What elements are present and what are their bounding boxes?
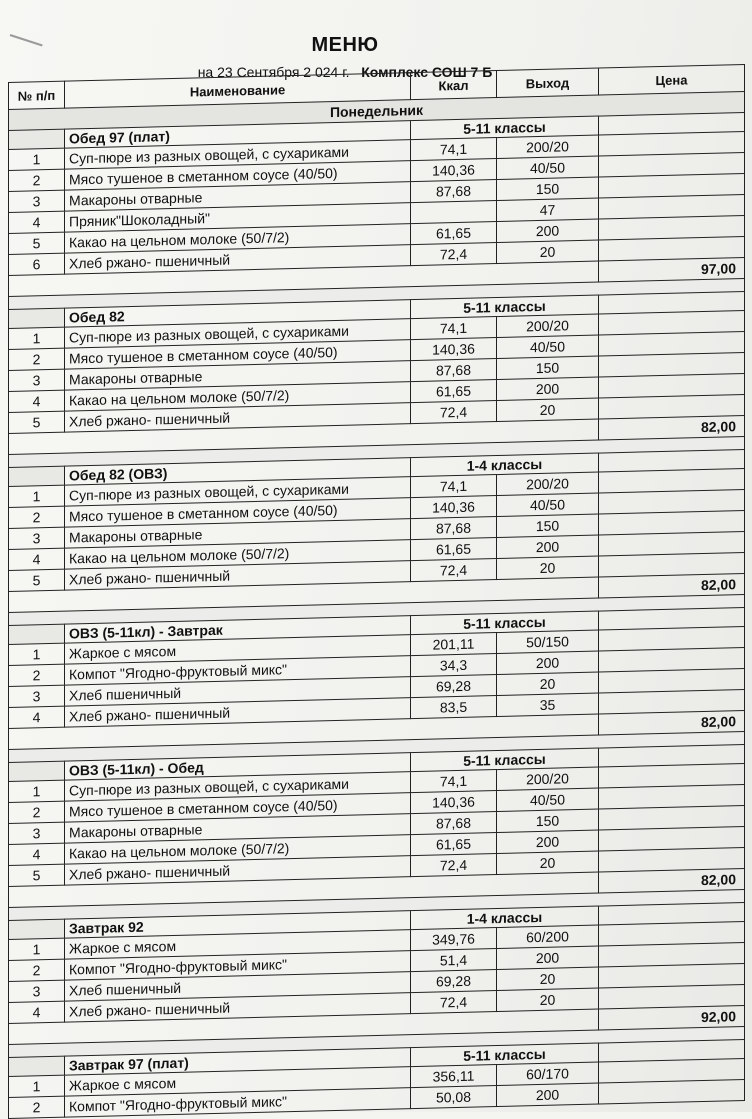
item-name: Компот "Ягодно-фруктовый микс" <box>65 951 411 980</box>
item-number: 4 <box>9 548 65 570</box>
item-kcal: 69,28 <box>411 970 497 993</box>
item-name: Жаркое с мясом <box>65 635 411 664</box>
item-name: Суп-пюре из разных овощей, с сухариками <box>65 772 411 801</box>
item-name: Макароны отварные <box>65 519 411 548</box>
col-header-num: № п/п <box>9 81 65 109</box>
menu-complex: Комплекс СОШ 7 Б <box>361 64 493 80</box>
item-name: Хлеб ржано- пшеничный <box>65 403 411 432</box>
item-number: 1 <box>9 780 65 802</box>
item-output: 20 <box>497 988 599 1011</box>
item-number: 4 <box>9 706 65 728</box>
page-title: МЕНЮ <box>311 34 379 56</box>
group-classes: 1-4 классы <box>411 453 599 477</box>
item-name: Какао на цельном молоке (50/7/2) <box>65 835 411 864</box>
col-header-output: Выход <box>497 68 599 97</box>
group-name: Завтрак 97 (плат) <box>65 1048 411 1075</box>
group-price: 92,00 <box>599 1006 745 1031</box>
group-price: 97,00 <box>599 258 745 283</box>
item-output: 200 <box>497 651 599 674</box>
item-kcal: 140,36 <box>411 338 497 361</box>
item-number: 1 <box>9 643 65 665</box>
item-kcal: 69,28 <box>411 675 497 698</box>
group-price: 82,00 <box>599 416 745 441</box>
item-number: 1 <box>9 148 65 170</box>
item-name: Макароны отварные <box>65 814 411 843</box>
col-header-price: Цена <box>599 65 745 96</box>
item-output: 200/20 <box>497 314 599 337</box>
item-output: 50/150 <box>497 630 599 653</box>
item-number: 4 <box>9 390 65 412</box>
item-name: Хлеб ржано- пшеничный <box>65 698 411 727</box>
item-name: Жаркое с мясом <box>65 1067 411 1096</box>
item-number: 2 <box>9 348 65 370</box>
group-classes: 1-4 классы <box>411 906 599 930</box>
item-kcal: 74,1 <box>411 770 497 793</box>
item-output: 47 <box>497 198 599 221</box>
item-kcal: 61,65 <box>411 380 497 403</box>
group-name: ОВЗ (5-11кл) - Завтрак <box>65 616 411 643</box>
item-name: Хлеб пшеничный <box>65 972 411 1001</box>
item-kcal: 50,08 <box>411 1086 497 1109</box>
item-name: Мясо тушеное в сметанном соусе (40/50) <box>65 161 411 190</box>
item-kcal: 140,36 <box>411 791 497 814</box>
item-output: 200 <box>497 377 599 400</box>
item-output: 40/50 <box>497 335 599 358</box>
item-output: 20 <box>497 851 599 874</box>
group-classes: 5-11 классы <box>411 611 599 635</box>
item-name: Компот "Ягодно-фруктовый микс" <box>65 1088 411 1117</box>
item-name: Мясо тушеное в сметанном соусе (40/50) <box>65 498 411 527</box>
item-output: 35 <box>497 693 599 716</box>
item-number: 2 <box>9 506 65 528</box>
item-number: 5 <box>9 232 65 254</box>
item-kcal <box>411 201 497 224</box>
item-number: 3 <box>9 822 65 844</box>
day-label: Понедельник <box>9 92 745 131</box>
item-kcal: 34,3 <box>411 654 497 677</box>
item-kcal: 72,4 <box>411 401 497 424</box>
item-number: 2 <box>9 169 65 191</box>
item-name: Макароны отварные <box>65 182 411 211</box>
group-name: ОВЗ (5-11кл) - Обед <box>65 753 411 780</box>
item-name: Хлеб ржано- пшеничный <box>65 856 411 885</box>
item-number: 5 <box>9 864 65 886</box>
item-output: 150 <box>497 356 599 379</box>
group-num-cell <box>9 1056 65 1076</box>
item-kcal: 72,4 <box>411 243 497 266</box>
item-name: Хлеб пшеничный <box>65 677 411 706</box>
item-name: Хлеб ржано- пшеничный <box>65 561 411 590</box>
item-name: Суп-пюре из разных овощей, с сухариками <box>65 140 411 169</box>
group-name: Завтрак 92 <box>65 911 411 938</box>
item-number: 2 <box>9 1096 65 1118</box>
item-number: 3 <box>9 190 65 212</box>
item-output: 200/20 <box>497 767 599 790</box>
item-name: Макароны отварные <box>65 361 411 390</box>
group-num-cell <box>9 624 65 644</box>
group-num-cell <box>9 129 65 149</box>
item-number: 4 <box>9 211 65 233</box>
item-name: Суп-пюре из разных овощей, с сухариками <box>65 319 411 348</box>
item-number: 4 <box>9 1001 65 1023</box>
item-kcal: 61,65 <box>411 538 497 561</box>
col-header-name: Наименование <box>65 73 411 108</box>
item-number: 6 <box>9 253 65 275</box>
item-kcal: 87,68 <box>411 812 497 835</box>
group-num-cell <box>9 761 65 781</box>
item-price-cell <box>599 1080 745 1105</box>
menu-table-body <box>9 92 745 1119</box>
item-output: 20 <box>497 240 599 263</box>
item-output: 20 <box>497 398 599 421</box>
item-number: 5 <box>9 411 65 433</box>
menu-date: на 23 Сентября 2 024 г. <box>197 64 350 80</box>
item-number: 1 <box>9 485 65 507</box>
item-output: 20 <box>497 672 599 695</box>
item-name: Компот "Ягодно-фруктовый микс" <box>65 656 411 685</box>
group-name: Обед 97 (плат) <box>65 121 411 148</box>
item-output: 150 <box>497 514 599 537</box>
item-name: Какао на цельном молоке (50/7/2) <box>65 540 411 569</box>
item-number: 2 <box>9 959 65 981</box>
item-kcal: 72,4 <box>411 854 497 877</box>
group-price: 82,00 <box>599 574 745 599</box>
item-kcal: 140,36 <box>411 496 497 519</box>
item-kcal: 356,11 <box>411 1065 497 1088</box>
item-number: 5 <box>9 569 65 591</box>
item-output: 200/20 <box>497 472 599 495</box>
item-name: Мясо тушеное в сметанном соусе (40/50) <box>65 793 411 822</box>
group-num-cell <box>9 466 65 486</box>
item-name: Хлеб ржано- пшеничный <box>65 993 411 1022</box>
item-kcal: 74,1 <box>411 317 497 340</box>
item-output: 40/50 <box>497 788 599 811</box>
item-number: 3 <box>9 527 65 549</box>
group-classes: 5-11 классы <box>411 1043 599 1067</box>
group-num-cell <box>9 919 65 939</box>
item-output: 20 <box>497 967 599 990</box>
item-output: 200 <box>497 219 599 242</box>
group-num-cell <box>9 308 65 328</box>
group-name: Обед 82 <box>65 300 411 327</box>
group-classes: 5-11 классы <box>411 748 599 772</box>
item-number: 2 <box>9 801 65 823</box>
item-output: 200 <box>497 830 599 853</box>
item-output: 200 <box>497 1083 599 1106</box>
item-name: Жаркое с мясом <box>65 930 411 959</box>
item-output: 40/50 <box>497 493 599 516</box>
menu-table-wrap <box>8 64 744 1119</box>
item-kcal: 72,4 <box>411 559 497 582</box>
item-name: Какао на цельном молоке (50/7/2) <box>65 382 411 411</box>
item-output: 60/170 <box>497 1062 599 1085</box>
item-kcal: 140,36 <box>411 159 497 182</box>
item-number: 3 <box>9 980 65 1002</box>
item-kcal: 61,65 <box>411 833 497 856</box>
item-output: 20 <box>497 556 599 579</box>
item-output: 200/20 <box>497 135 599 158</box>
item-name: Суп-пюре из разных овощей, с сухариками <box>65 477 411 506</box>
item-kcal: 87,68 <box>411 517 497 540</box>
item-kcal: 83,5 <box>411 696 497 719</box>
item-number: 3 <box>9 685 65 707</box>
col-header-kcal: Ккал <box>411 71 497 100</box>
item-number: 4 <box>9 843 65 865</box>
menu-table <box>8 64 745 1119</box>
item-output: 150 <box>497 177 599 200</box>
group-price: 82,00 <box>599 869 745 894</box>
item-number: 1 <box>9 938 65 960</box>
item-kcal: 87,68 <box>411 180 497 203</box>
item-kcal: 74,1 <box>411 138 497 161</box>
item-name: Хлеб ржано- пшеничный <box>65 245 411 274</box>
item-number: 3 <box>9 369 65 391</box>
group-name: Обед 82 (ОВЗ) <box>65 458 411 485</box>
item-kcal: 61,65 <box>411 222 497 245</box>
item-output: 60/200 <box>497 925 599 948</box>
item-kcal: 72,4 <box>411 991 497 1014</box>
item-kcal: 201,11 <box>411 633 497 656</box>
item-kcal: 349,76 <box>411 928 497 951</box>
item-kcal: 74,1 <box>411 475 497 498</box>
item-output: 150 <box>497 809 599 832</box>
item-output: 40/50 <box>497 156 599 179</box>
item-name: Мясо тушеное в сметанном соусе (40/50) <box>65 340 411 369</box>
item-kcal: 87,68 <box>411 359 497 382</box>
group-price: 82,00 <box>599 711 745 736</box>
item-output: 200 <box>497 946 599 969</box>
item-number: 1 <box>9 327 65 349</box>
item-name: Какао на цельном молоке (50/7/2) <box>65 224 411 253</box>
item-output: 200 <box>497 535 599 558</box>
item-number: 2 <box>9 664 65 686</box>
item-number: 1 <box>9 1075 65 1097</box>
group-classes: 5-11 классы <box>411 116 599 140</box>
item-name: Пряник"Шоколадный" <box>65 203 411 232</box>
group-classes: 5-11 классы <box>411 295 599 319</box>
item-kcal: 51,4 <box>411 949 497 972</box>
